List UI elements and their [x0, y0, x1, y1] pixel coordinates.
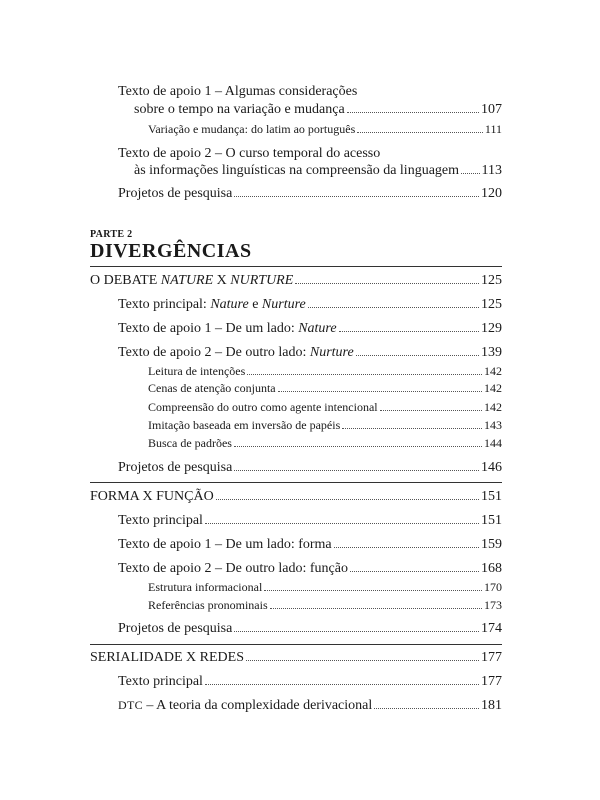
leader-dots	[234, 196, 479, 197]
toc-entry-apoio2-curso[interactable]	[118, 146, 502, 162]
page-number: 120	[481, 186, 502, 201]
leader-dots	[308, 307, 479, 308]
toc-entry-title: Texto principal: Nature e Nurture	[118, 297, 306, 312]
page-number: 111	[484, 122, 502, 136]
toc-entry-title: Texto principal	[118, 674, 203, 689]
toc-entry-title: Variação e mudança: do latim ao português	[148, 122, 356, 136]
leader-dots	[461, 173, 480, 174]
toc-entry-title: Texto de apoio 1 – De um lado: Nature	[118, 321, 337, 336]
toc-chapter-nature-nurture[interactable]	[90, 273, 502, 289]
toc-entry-nature-apoio1[interactable]	[118, 321, 502, 337]
toc-entry-apoio2-curso-cont[interactable]	[134, 163, 502, 179]
leader-dots	[350, 571, 479, 572]
leader-dots	[216, 499, 479, 500]
section-divider	[90, 482, 502, 483]
leader-dots	[247, 374, 482, 375]
leader-dots	[380, 410, 482, 411]
toc-subentry[interactable]	[148, 418, 502, 432]
toc-subentry[interactable]	[148, 364, 502, 378]
toc-entry-title: Texto de apoio 2 – De outro lado: Nurture	[118, 345, 354, 360]
toc-entry-nature-projetos[interactable]	[118, 460, 502, 476]
toc-entry-title: Texto de apoio 2 – O curso temporal do acesso	[118, 146, 381, 161]
toc-entry-forma-apoio2[interactable]	[118, 561, 502, 577]
toc-entry-forma-principal[interactable]	[118, 513, 502, 529]
toc-entry-forma-apoio1[interactable]	[118, 537, 502, 553]
page-number: 151	[481, 513, 502, 528]
toc-chapter-title: O DEBATE NATURE X NURTURE	[90, 273, 294, 288]
page-number: 113	[481, 163, 502, 178]
toc-chapter-serialidade-redes[interactable]	[90, 650, 502, 666]
leader-dots	[295, 283, 479, 284]
leader-dots	[334, 547, 479, 548]
toc-entry-title: Projetos de pesquisa	[118, 460, 233, 475]
toc-entry-title: Projetos de pesquisa	[118, 186, 233, 201]
page-number: 142	[484, 381, 502, 395]
toc-entry-title: Imitação baseada em inversão de papéis	[148, 418, 341, 432]
toc-entry-title: às informações linguísticas na compreensão da linguagem	[134, 163, 460, 178]
page-number: 143	[484, 418, 502, 432]
leader-dots	[339, 331, 479, 332]
toc-chapter-title: FORMA X FUNÇÃO	[90, 489, 214, 504]
toc-entry-forma-projetos[interactable]	[118, 621, 502, 637]
page-number: 177	[481, 650, 502, 665]
leader-dots	[205, 523, 479, 524]
toc-entry-title: Texto principal	[118, 513, 203, 528]
dtc-abbreviation: DTC	[118, 698, 143, 712]
toc-entry-title: DTC – A teoria da complexidade derivacional	[118, 698, 373, 713]
toc-entry-title: Estrutura informacional	[148, 580, 263, 594]
page-number: 129	[481, 321, 502, 336]
page-number: 181	[481, 698, 502, 713]
page-number: 144	[484, 436, 502, 450]
toc-subentry[interactable]	[148, 580, 502, 594]
leader-dots	[342, 428, 482, 429]
toc-entry-title: sobre o tempo na variação e mudança	[134, 102, 345, 117]
leader-dots	[205, 684, 479, 685]
leader-dots	[347, 112, 479, 113]
part-title: DIVERGÊNCIAS	[90, 240, 252, 262]
page-number: 173	[484, 598, 502, 612]
page-number: 125	[481, 297, 502, 312]
toc-entry-nature-apoio2[interactable]	[118, 345, 502, 361]
toc-entry-projetos-1[interactable]	[118, 186, 502, 202]
page-number: 107	[481, 102, 502, 117]
toc-entry-title: Texto de apoio 2 – De outro lado: função	[118, 561, 348, 576]
toc-entry-apoio1-tempo-cont[interactable]	[134, 102, 502, 118]
leader-dots	[278, 391, 482, 392]
page-number: 159	[481, 537, 502, 552]
page-number: 139	[481, 345, 502, 360]
toc-subentry[interactable]	[148, 598, 502, 612]
page-number: 170	[484, 580, 502, 594]
toc-entry-title: Texto de apoio 1 – Algumas considerações	[118, 84, 358, 99]
leader-dots	[270, 608, 482, 609]
leader-dots	[234, 631, 479, 632]
leader-dots	[356, 355, 479, 356]
leader-dots	[234, 470, 479, 471]
toc-entry-title: Referências pronominais	[148, 598, 268, 612]
section-divider	[90, 266, 502, 267]
toc-chapter-title: SERIALIDADE X REDES	[90, 650, 244, 665]
page-number: 168	[481, 561, 502, 576]
leader-dots	[374, 708, 479, 709]
page-number: 125	[481, 273, 502, 288]
toc-subentry-variacao[interactable]	[148, 122, 502, 136]
page-number: 142	[484, 364, 502, 378]
page-number: 151	[481, 489, 502, 504]
page-number: 174	[481, 621, 502, 636]
page-number: 142	[484, 400, 502, 414]
toc-subentry[interactable]	[148, 436, 502, 450]
leader-dots	[246, 660, 479, 661]
part-label: PARTE 2	[90, 229, 133, 240]
toc-subentry[interactable]	[148, 381, 502, 395]
leader-dots	[357, 132, 483, 133]
page-number: 146	[481, 460, 502, 475]
toc-chapter-forma-funcao[interactable]	[90, 489, 502, 505]
toc-entry-title: Texto de apoio 1 – De um lado: forma	[118, 537, 332, 552]
toc-entry-dtc[interactable]	[118, 697, 502, 714]
toc-entry-serialidade-principal[interactable]	[118, 674, 502, 690]
toc-entry-title: Projetos de pesquisa	[118, 621, 233, 636]
toc-subentry[interactable]	[148, 400, 502, 414]
toc-entry-nature-principal[interactable]	[118, 297, 502, 313]
toc-entry-title: Busca de padrões	[148, 436, 232, 450]
section-divider	[90, 644, 502, 645]
leader-dots	[234, 446, 482, 447]
toc-entry-title: Cenas de atenção conjunta	[148, 381, 276, 395]
toc-entry-title: Compreensão do outro como agente intencional	[148, 400, 378, 414]
toc-entry-title: Leitura de intenções	[148, 364, 246, 378]
toc-entry-apoio1-tempo[interactable]	[118, 84, 502, 100]
leader-dots	[264, 590, 482, 591]
page-number: 177	[481, 674, 502, 689]
